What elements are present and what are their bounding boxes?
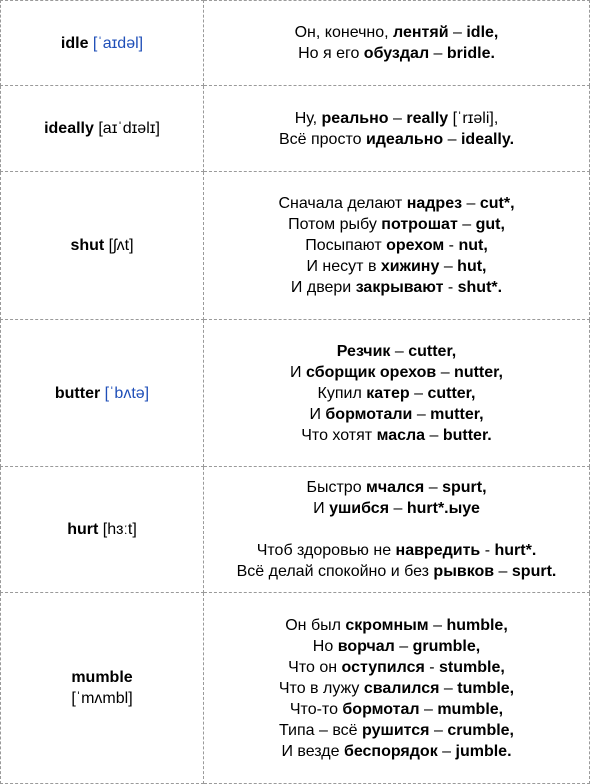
- verse-text: Что хотят: [301, 426, 377, 444]
- verse-text: –: [462, 195, 480, 212]
- verse-cell: [204, 1, 590, 86]
- verse-text: –: [412, 405, 431, 423]
- verse-cell: [204, 320, 590, 467]
- verse-text: Ну,: [294, 109, 322, 127]
- verse-text: Купил: [317, 384, 367, 402]
- verse-text: Посыпают: [305, 237, 387, 254]
- transcription: [aɪˈdɪəlɪ]: [98, 120, 160, 137]
- highlighted-word: навредить: [395, 542, 481, 559]
- highlighted-word: hurt*.ыуе: [406, 500, 480, 517]
- verse-text: –: [494, 563, 512, 580]
- highlighted-word: реально: [321, 109, 389, 127]
- verse-line: [204, 129, 589, 150]
- verse-text: –: [389, 500, 407, 517]
- highlighted-word: мчался: [366, 479, 425, 496]
- verse-line: [204, 256, 589, 277]
- verse-text: Что-то: [289, 700, 343, 718]
- verse-text: И везде: [281, 742, 344, 760]
- verse-text: –: [436, 363, 455, 381]
- highlighted-word: nutter,: [454, 363, 503, 381]
- highlighted-word: рушится: [362, 721, 430, 739]
- highlighted-word: Резчик: [336, 342, 391, 360]
- verse-text: И: [313, 500, 330, 517]
- verse-line: [204, 615, 589, 636]
- headword: idle: [60, 34, 89, 52]
- headword: butter: [54, 384, 101, 402]
- verse-line: [204, 22, 589, 43]
- transcription: [ˈaɪdəl]: [92, 34, 144, 52]
- highlighted-word: stumble,: [439, 658, 505, 676]
- highlighted-word: орехом: [386, 237, 445, 254]
- verse-text: Типа – всё: [278, 721, 363, 739]
- verse-text: Что он: [288, 658, 342, 676]
- highlighted-word: обуздал: [363, 45, 430, 62]
- vocab-row: [1, 467, 590, 593]
- transcription: [hɜːt]: [102, 521, 137, 538]
- verse-text: Быстро: [306, 479, 367, 496]
- highlighted-word: бормотал: [342, 700, 420, 718]
- verse-text: –: [388, 109, 407, 127]
- highlighted-word: свалился: [363, 679, 440, 697]
- highlighted-word: hurt*.: [494, 542, 537, 559]
- highlighted-word: crumble,: [447, 721, 514, 739]
- verse-line: [204, 477, 589, 498]
- vocab-row: [1, 172, 590, 320]
- verse-line: [204, 498, 589, 519]
- verse-cell: [204, 172, 590, 320]
- verse-text: Чтоб здоровью не: [256, 542, 396, 559]
- highlighted-word: spurt.: [511, 563, 557, 580]
- verse-text: –: [457, 216, 476, 233]
- highlighted-word: mumble,: [437, 700, 504, 718]
- highlighted-word: cutter,: [427, 384, 476, 402]
- word-cell: [1, 172, 204, 320]
- verse-cell: [204, 86, 590, 172]
- verse-text: И: [309, 405, 326, 423]
- verse-cell: [204, 467, 590, 593]
- highlighted-word: ворчал: [337, 637, 395, 655]
- verse-text: –: [437, 742, 456, 760]
- highlighted-word: идеально: [365, 130, 444, 148]
- word-cell: [1, 320, 204, 467]
- verse-text: [ˈrɪəli],: [448, 109, 499, 127]
- vocab-row: [1, 320, 590, 467]
- verse-text: –: [448, 24, 467, 41]
- verse-text: -: [443, 279, 458, 296]
- highlighted-word: беспорядок: [343, 742, 438, 760]
- highlighted-word: масла: [376, 426, 426, 444]
- highlighted-word: катер: [366, 384, 410, 402]
- highlighted-word: jumble.: [455, 742, 512, 760]
- verse-text: И двери: [290, 279, 356, 296]
- word-cell: [1, 86, 204, 172]
- verse-text: –: [429, 721, 448, 739]
- highlighted-word: tumble,: [457, 679, 515, 697]
- verse-line: [204, 404, 589, 425]
- verse-text: -: [480, 542, 495, 559]
- verse-text: Что в лужу: [278, 679, 364, 697]
- highlighted-word: надрез: [406, 195, 463, 212]
- verse-line: [204, 108, 589, 129]
- verse-text: -: [424, 658, 440, 676]
- transcription: [ˈmʌmbl]: [71, 690, 133, 707]
- verse-line: [204, 425, 589, 446]
- highlighted-word: потрошат: [381, 216, 458, 233]
- highlighted-word: spurt,: [442, 479, 487, 496]
- verse-text: Но я его: [298, 45, 364, 62]
- verse-text: –: [409, 384, 428, 402]
- verse-text: И несут в: [306, 258, 381, 275]
- highlighted-word: gut,: [475, 216, 505, 233]
- verse-line: [204, 540, 589, 561]
- highlighted-word: хижину: [380, 258, 440, 275]
- verse-line: [204, 699, 589, 720]
- vocab-row: [1, 86, 590, 172]
- verse-text: Сначала делают: [278, 195, 407, 212]
- word-cell: [1, 593, 204, 784]
- verse-text: –: [424, 479, 443, 496]
- verse-text: И: [290, 363, 306, 381]
- headword: mumble: [71, 669, 133, 686]
- highlighted-word: humble,: [446, 616, 508, 634]
- verse-text: Он был: [285, 616, 346, 634]
- verse-text: Он, конечно,: [294, 24, 394, 41]
- highlighted-word: bridle.: [446, 45, 495, 62]
- highlighted-word: hut,: [457, 258, 487, 275]
- verse-line: [204, 277, 589, 298]
- highlighted-word: grumble,: [412, 637, 481, 655]
- verse-line: [204, 383, 589, 404]
- verse-line: [204, 657, 589, 678]
- headword: shut: [70, 237, 105, 254]
- verse-text: –: [428, 616, 447, 634]
- verse-line: [204, 561, 589, 582]
- headword: ideally: [44, 120, 94, 137]
- verse-text: Всё делай спокойно и без: [236, 563, 434, 580]
- headword: hurt: [67, 521, 99, 538]
- highlighted-word: shut*.: [457, 279, 503, 296]
- highlighted-word: закрывают: [355, 279, 444, 296]
- highlighted-word: ideally.: [460, 130, 515, 148]
- verse-line: [204, 362, 589, 383]
- highlighted-word: оступился: [341, 658, 425, 676]
- verse-line: [204, 636, 589, 657]
- verse-text: –: [394, 637, 413, 655]
- verse-line: [204, 720, 589, 741]
- verse-text: Всё просто: [278, 130, 366, 148]
- highlighted-word: cutter,: [408, 342, 457, 360]
- highlighted-word: mutter,: [430, 405, 484, 423]
- verse-text: –: [443, 130, 461, 148]
- highlighted-word: лентяй: [393, 24, 449, 41]
- word-cell: [1, 1, 204, 86]
- verse-text: –: [419, 700, 438, 718]
- verse-text: –: [390, 342, 409, 360]
- highlighted-word: nut,: [458, 237, 488, 254]
- highlighted-word: скромным: [345, 616, 429, 634]
- verse-text: Потом рыбу: [288, 216, 382, 233]
- word-cell: [1, 467, 204, 593]
- verse-text: –: [429, 45, 447, 62]
- highlighted-word: cut*,: [479, 195, 515, 212]
- verse-line: [204, 341, 589, 362]
- transcription: [ʃʌt]: [108, 237, 134, 254]
- highlighted-word: idle,: [466, 24, 499, 41]
- verse-text: –: [439, 258, 458, 275]
- highlighted-word: рывков: [433, 563, 495, 580]
- verse-line: [204, 193, 589, 214]
- transcription: [ˈbʌtə]: [104, 384, 150, 402]
- highlighted-word: сборщик орехов: [306, 363, 437, 381]
- verse-line: [204, 43, 589, 64]
- blank-line: [204, 519, 589, 540]
- verse-text: –: [425, 426, 443, 444]
- vocab-row: [1, 1, 590, 86]
- highlighted-word: бормотали: [325, 405, 413, 423]
- verse-text: Но: [312, 637, 338, 655]
- verse-line: [204, 741, 589, 762]
- verse-text: -: [444, 237, 459, 254]
- highlighted-word: butter.: [442, 426, 492, 444]
- verse-cell: [204, 593, 590, 784]
- highlighted-word: ушибся: [329, 500, 390, 517]
- verse-line: [204, 214, 589, 235]
- vocab-row: [1, 593, 590, 784]
- highlighted-word: really: [406, 109, 449, 127]
- verse-text: –: [439, 679, 458, 697]
- verse-line: [204, 678, 589, 699]
- verse-line: [204, 235, 589, 256]
